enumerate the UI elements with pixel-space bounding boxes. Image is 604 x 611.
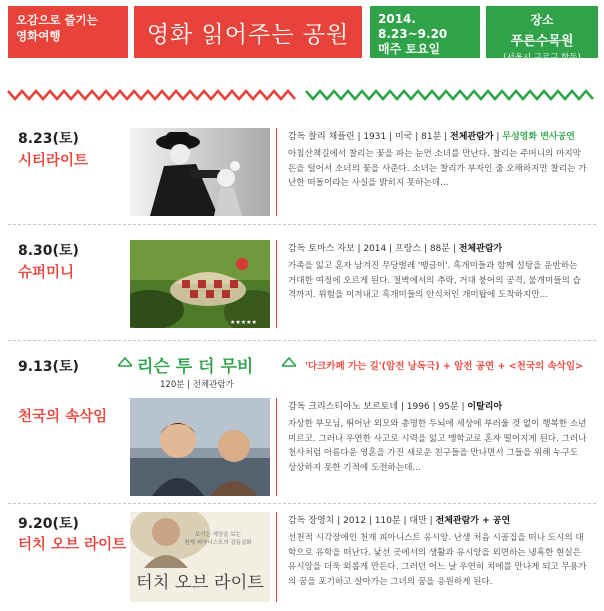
place-name: 푸른수목원 (510, 34, 574, 49)
section-note: 120분 | 전체관람가 (160, 380, 234, 390)
left-triangle-icon (118, 357, 132, 367)
intro-line-2: 영화여행 (16, 29, 61, 43)
movie-title: 터치 오브 라이트 (18, 537, 127, 553)
movie-meta (288, 399, 502, 412)
movie-meta (288, 241, 502, 254)
page-title: 영화 읽어주는 공원 (134, 6, 362, 58)
intro-line-1: 오감으로 즐기는 (16, 13, 98, 27)
event-date: 9.13(토) (18, 359, 79, 375)
divider (8, 224, 596, 225)
movie-poster-touch-of-the-light (130, 512, 270, 602)
svg-text:★★★★★: ★★★★★ (230, 319, 257, 326)
movie-title: 슈퍼미니 (18, 265, 75, 281)
header-intro-box (8, 6, 128, 58)
place-address: (서울시 구로구 항동) (503, 53, 581, 63)
red-rule (276, 240, 277, 328)
movie-description: 자상한 부모님, 뛰어난 외모와 총명한 두뇌에 세상에 부러울 것 없이 행복한 소년 미르코. 그러나 우연한 사고로 시력을 잃고 맹학교로 혼자 떨어지게 된다. 그러나 천사처럼 아름다운 영혼을 가진 새로운 친구들을 만나면서 그들을 위해 누구도 상상하지 못한 기적에 도전하는데… (288, 419, 587, 473)
meta-info: 감독 찰리 채플린 | 1931 | 미국 | 81분 | (288, 132, 451, 142)
red-rule (276, 398, 277, 496)
movie-poster-red-like-the-sky (130, 398, 270, 496)
header-year: 2014. (378, 12, 416, 26)
svg-text:천재 피아니스트의 감동실화: 천재 피아니스트의 감동실화 (184, 540, 252, 546)
meta-rating: 전체관람가 (435, 516, 479, 526)
svg-text:터치 오브 라이트: 터치 오브 라이트 (136, 573, 262, 593)
program-lineup: '다크카페 가는 길'(암전 낭독극) + 암전 공연 + <천국의 속삭임> (305, 361, 584, 372)
divider (8, 503, 596, 504)
event-date: 9.20(토) (18, 516, 79, 532)
header-date-box (370, 6, 480, 71)
header-place-box (486, 6, 598, 63)
right-triangle-icon (282, 357, 296, 367)
zigzag-divider (0, 84, 604, 106)
event-date: 8.23(토) (18, 131, 79, 147)
red-rule (276, 128, 277, 216)
movie-meta (288, 513, 510, 526)
section-title: 리슨 투 더 무비 (137, 357, 254, 377)
meta-country: 이탈리아 (467, 402, 503, 412)
movie-title: 천국의 속삭임 (18, 409, 108, 425)
svg-text:보이는 세상을 보는: 보이는 세상을 보는 (194, 532, 242, 538)
movie-description: 아침산책길에서 찰리는 꽃을 파는 눈먼 소녀를 만난다. 찰리는 주머니의 마지막 돈을 털어서 소녀의 꽃을 사준다. 소녀는 찰리가 부자인 줄 오해하지만 찰리는 가난한 떠돌이라는 사실을 밝히지 못하는데… (288, 149, 587, 188)
movie-description: 가족을 잃고 혼자 남겨진 무당벌레 '땡글이'. 흑개미들과 함께 설탕을 운반하는 거대한 여정에 오르게 된다. 절벽에서의 추락, 거대 붕어의 공격, 불개미들의 습격까지. 위험을 이겨내고 흑개미들의 안식처인 개미탑에 도착하지만… (288, 261, 581, 300)
event-date: 8.30(토) (18, 243, 79, 259)
header-schedule: 매주 토요일 19:30 (378, 42, 441, 71)
header-date-range: 8.23~9.20 (378, 27, 448, 41)
movie-poster-city-lights (130, 128, 270, 216)
meta-info: 감독 장영치 | 2012 | 110분 | 대만 | (288, 516, 436, 526)
movie-title: 시티라이트 (18, 153, 89, 169)
meta-highlight: 무성영화 변사공연 (502, 132, 575, 142)
movie-poster-minuscule (130, 240, 270, 328)
place-label: 장소 (530, 13, 554, 27)
movie-description: 선천적 시각장애인 천재 피아니스트 유시앙. 난생 처음 시골집을 떠나 도시의 대학으로 유학을 떠난다. 낯선 곳에서의 생활과 유시앙을 외면하는 냉혹한 현실은 유시앙을 더욱 외롭게 만든다. 그러던 어느 날 우연히 치에를 만나게 되고 무용가의 꿈을 포기하고 살아가는 그녀의 꿈을 응원하게 된다. (288, 533, 587, 587)
meta-separator: | (493, 132, 503, 142)
meta-info: 감독 토마스 자보 | 2014 | 프랑스 | 88분 | (288, 244, 459, 254)
red-rule (276, 512, 277, 602)
meta-info: 감독 크리스티아노 보르토네 | 1996 | 95분 | (288, 402, 468, 412)
meta-extra: + 공연 (479, 516, 511, 526)
meta-rating: 전체관람가 (458, 244, 503, 254)
meta-rating: 전체관람가 (450, 132, 494, 142)
divider (8, 340, 596, 341)
movie-meta (288, 129, 575, 142)
